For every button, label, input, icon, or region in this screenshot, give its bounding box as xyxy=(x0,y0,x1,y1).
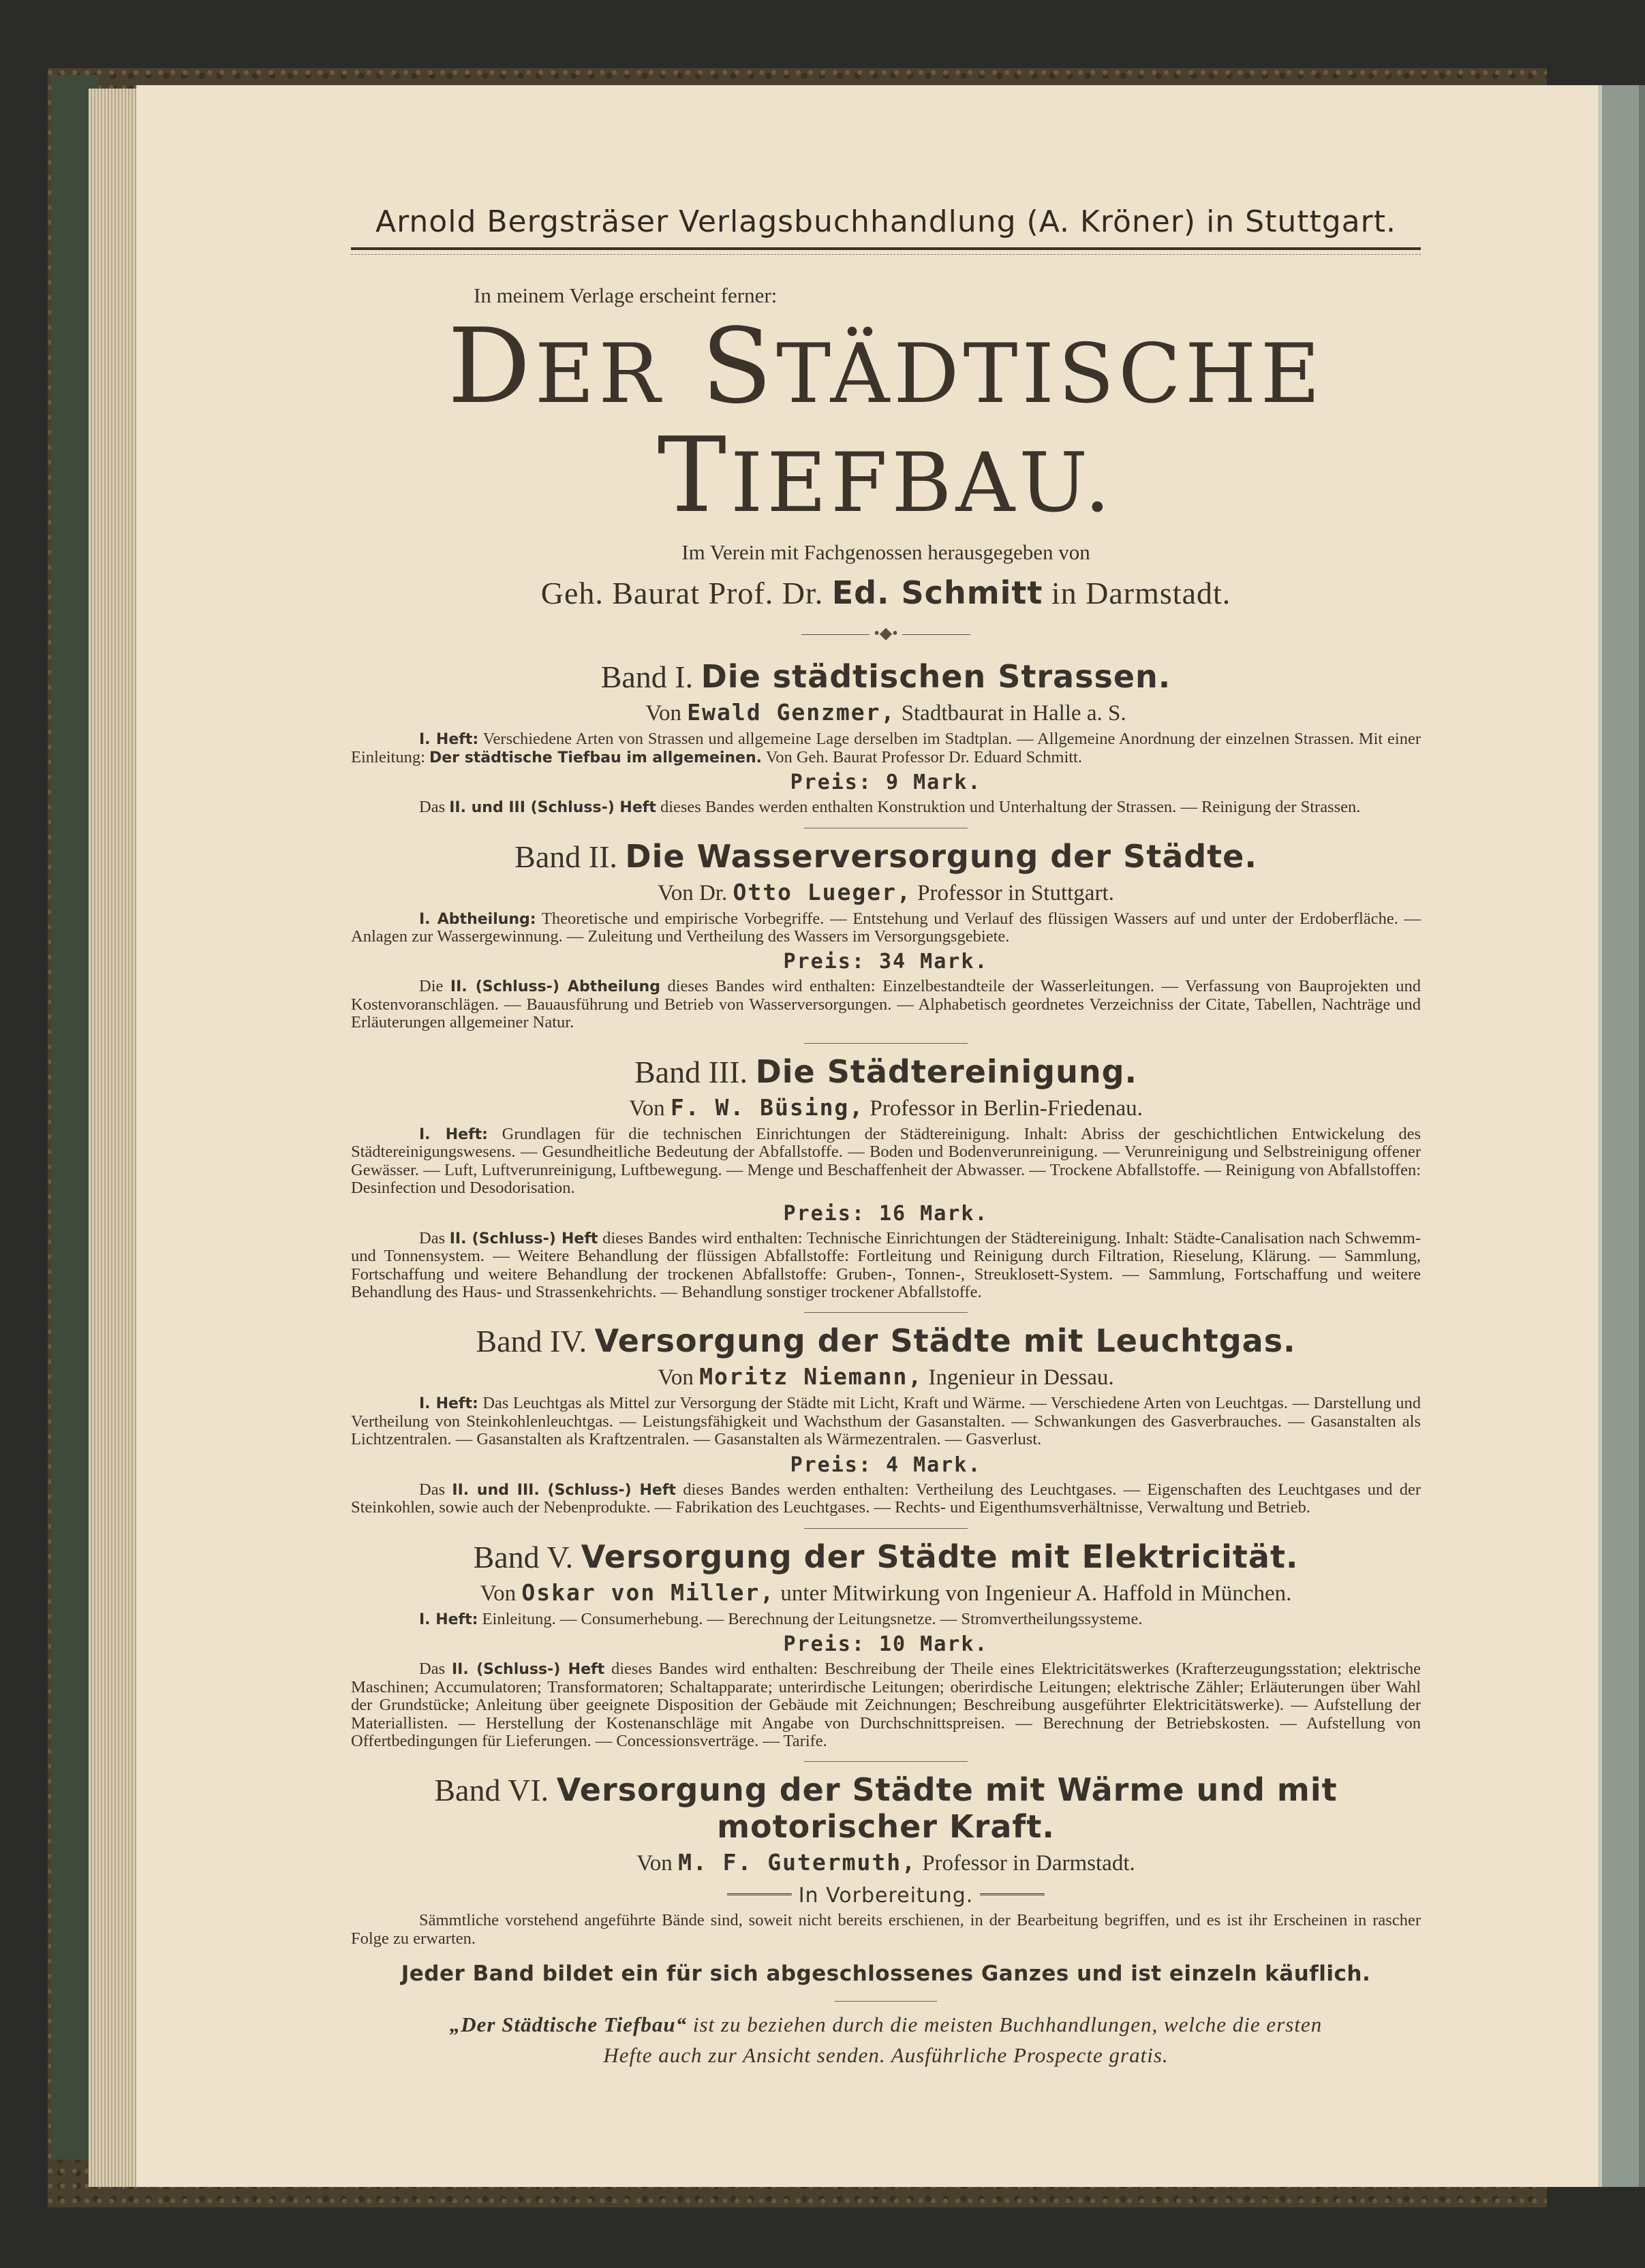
band-title: Band I. Die städtischen Strassen. xyxy=(600,658,1171,696)
band-heft-1: I. Heft: Grundlagen für die technischen Einrichtungen der Städtereinigung. Inhalt: Abriss der geschichtlichen Entwickelung des Städtereinigungswesens. — Gesundheitliche Bedeutung der Abfallstoffe. — Boden und Bodenverunreinigung. — Verunreinigung und Selbstreinigung offener Gewässer. — Luft, Luftverunreinigung, Luftbewegung. — Menge und Beschaffenheit der Abwasser. — Trockene Abfallstoffe. — Reinigung von Abfallstoffen: Desinfection und Desodorisation. xyxy=(351,1124,1421,1198)
band-heft-1: I. Heft: Verschiedene Arten von Strassen und allgemeine Lage derselben im Stadtplan. — Allgemeine Anordnung der einzelnen Strassen. Mit einer Einleitung: Der städtische Tiefbau im allgemeinen. Von Geh. Baurat Professor Dr. Eduard Schmitt. xyxy=(351,730,1421,766)
divider xyxy=(804,1761,968,1762)
divider xyxy=(835,2001,937,2002)
band-author: Von F. W. Büsing, Professor in Berlin-Friedenau. xyxy=(629,1093,1143,1121)
editors-line: Im Verein mit Fachgenossen herausgegeben von xyxy=(681,540,1090,565)
band-heft-2: Das II. und III. (Schluss-) Heft dieses Bandes werden enthalten: Vertheilung des Leuchtgases. — Eigenschaften des Leuchtgases und der Steinkohlen, sowie auch der Nebenprodukte. — Fabrikation des Leuchtgases. — Rechts- und Eigenthumsverhältnisse, Verwaltung und Betrieb. xyxy=(351,1480,1421,1517)
band-heft-2: Das II. und III (Schluss-) Heft dieses Bandes werden enthalten Konstruktion und Unterhaltung der Strassen. — Reinigung der Strassen. xyxy=(419,798,1361,817)
band-heft-2: Die II. (Schluss-) Abtheilung dieses Bandes wird enthalten: Einzelbestandteile der Wasserleitungen. — Verfassung von Bauprojekten und Kostenvoranschlägen. — Bauausführung und Betrieb von Wasserversorgungen. — Alphabetisch geordnetes Verzeichniss der Citate, Tabellen, Nachträge und Erläuterungen allgemeiner Natur. xyxy=(351,977,1421,1032)
band-1 xyxy=(351,658,1421,828)
closing-note: „Der Städtische Tiefbau“ ist zu beziehen durch die meisten Buchhandlungen, welche die ersten Hefte auch zur Ansicht senden. Ausführliche Prospecte gratis. xyxy=(449,2013,1323,2068)
band-5 xyxy=(351,1538,1421,1762)
every-band-statement: Jeder Band bildet ein für sich abgeschlossenes Ganzes und ist einzeln käuflich. xyxy=(401,1961,1371,1987)
availability-note: Sämmtliche vorstehend angeführte Bände sind, soweit nicht bereits erschienen, in der Bearbeitung begriffen, und es ist ihr Erscheinen in rascher Folge zu erwarten. xyxy=(351,1911,1421,1948)
band-author: Von Moritz Niemann, Ingenieur in Dessau. xyxy=(658,1363,1114,1391)
main-title: DER STÄDTISCHE TIEFBAU. xyxy=(447,306,1325,535)
band-title: Band V. Versorgung der Städte mit Elektricität. xyxy=(473,1538,1299,1575)
band-heft-1: I. Abtheilung: Theoretische und empirische Vorbegriffe. — Entstehung und Verlauf des flüssigen Wassers auf und unter der Erdoberfläche. — Anlagen zur Wassergewinnung. — Zuleitung und Vertheilung des Wassers im Versorgungsgebiete. xyxy=(351,909,1421,946)
band-author: Von M. F. Gutermuth, Professor in Darmstadt. xyxy=(636,1849,1135,1876)
band-price: Preis: 4 Mark. xyxy=(790,1453,982,1477)
band-title: Band III. Die Städtereinigung. xyxy=(634,1053,1137,1090)
advertisement-content xyxy=(351,204,1421,2071)
divider xyxy=(804,1312,968,1313)
band-price: Preis: 34 Mark. xyxy=(783,950,989,974)
divider xyxy=(804,1528,968,1529)
publisher-rule xyxy=(351,254,1421,255)
band-title: Band IV. Versorgung der Städte mit Leuchtgas. xyxy=(476,1322,1296,1360)
band-heft-2: Das II. (Schluss-) Heft dieses Bandes wird enthalten: Technische Einrichtungen der Städtereinigung. Inhalt: Städte-Canalisation nach Schwemm- und Tonnensystem. — Weitere Behandlung der flüssigen Abfallstoffe: Fortleitung und Reinigung durch Filtration, Rieselung, Klärung. — Sammlung, Fortschaffung und weitere Behandlung der trockenen Abfallstoffe: Gruben-, Tonnen-, Streuklosett-System. — Sammlung, Fortschaffung und weitere Behandlung des Haus- und Strassenkehrichts. — Behandlung sonstiger trockener Abfallstoffe. xyxy=(351,1228,1421,1301)
band-2 xyxy=(351,838,1421,1044)
publisher-heading: Arnold Bergsträser Verlagsbuchhandlung (A. Kröner) in Stuttgart. xyxy=(351,204,1421,250)
band-heft-1: I. Heft: Einleitung. — Consumerhebung. — Berechnung der Leitungsnetze. — Stromvertheilungssysteme. xyxy=(419,1609,1143,1628)
band-author: Von Dr. Otto Lueger, Professor in Stuttgart. xyxy=(658,878,1114,905)
band-price: Preis: 16 Mark. xyxy=(783,1201,989,1226)
band-price: Preis: 10 Mark. xyxy=(783,1632,989,1657)
ornament-divider: •◆• xyxy=(351,623,1421,643)
page-edges xyxy=(89,89,136,2187)
band-3 xyxy=(351,1053,1421,1314)
editor-name: Geh. Baurat Prof. Dr. Ed. Schmitt in Darmstadt. xyxy=(540,574,1231,612)
band-6 xyxy=(351,1771,1421,1908)
facing-page-edge xyxy=(1598,85,1645,2187)
intro-line: In meinem Verlage erscheint ferner: xyxy=(474,283,778,307)
band-price: Preis: 9 Mark. xyxy=(790,771,982,795)
in-preparation-status: In Vorbereitung. xyxy=(351,1883,1421,1908)
band-4 xyxy=(351,1322,1421,1528)
divider xyxy=(804,1043,968,1044)
band-title: Band VI. Versorgung der Städte mit Wärme und mit motorischer Kraft. xyxy=(434,1771,1338,1846)
band-title: Band II. Die Wasserversorgung der Städte. xyxy=(514,837,1257,875)
band-author: Von Oskar von Miller, unter Mitwirkung von Ingenieur A. Haffold in München. xyxy=(480,1579,1292,1606)
band-heft-2: Das II. (Schluss-) Heft dieses Bandes wird enthalten: Beschreibung der Theile eines Elektricitätswerkes (Krafterzeugungsstation; elektrische Maschinen; Accumulatoren; Transformatoren; Schaltapparate; unterirdische Leitungen; oberirdische Leitungen; elektrische Zähler; Erläuterungen über Wahl der Grundstücke; Anleitung über geeignete Disposition der Gebäude mit Zeichnungen; Beschreibung ausgeführter Elektricitätswerke). — Aufstellung der Materiallisten. — Herstellung der Kostenanschläge mit Angabe von Durchschnittspreisen. — Berechnung der Betriebskosten. — Aufstellung von Offertbedingungen für Lieferungen. — Concessionsverträge. — Tarife. xyxy=(351,1660,1421,1750)
band-author: Von Ewald Genzmer, Stadtbaurat in Halle a. S. xyxy=(645,699,1126,726)
band-heft-1: I. Heft: Das Leuchtgas als Mittel zur Versorgung der Städte mit Licht, Kraft und Wärme. — Verschiedene Arten von Leuchtgas. — Darstellung und Vertheilung von Steinkohlenleuchtgas. — Leistungsfähigkeit und Wachsthum der Gasanstalten. — Schwankungen des Gasverbrauches. — Gasanstalten als Lichtzentralen. — Gasanstalten als Kraftzentralen. — Gasanstalten als Wärmezentralen. — Gasverlust. xyxy=(351,1394,1421,1449)
